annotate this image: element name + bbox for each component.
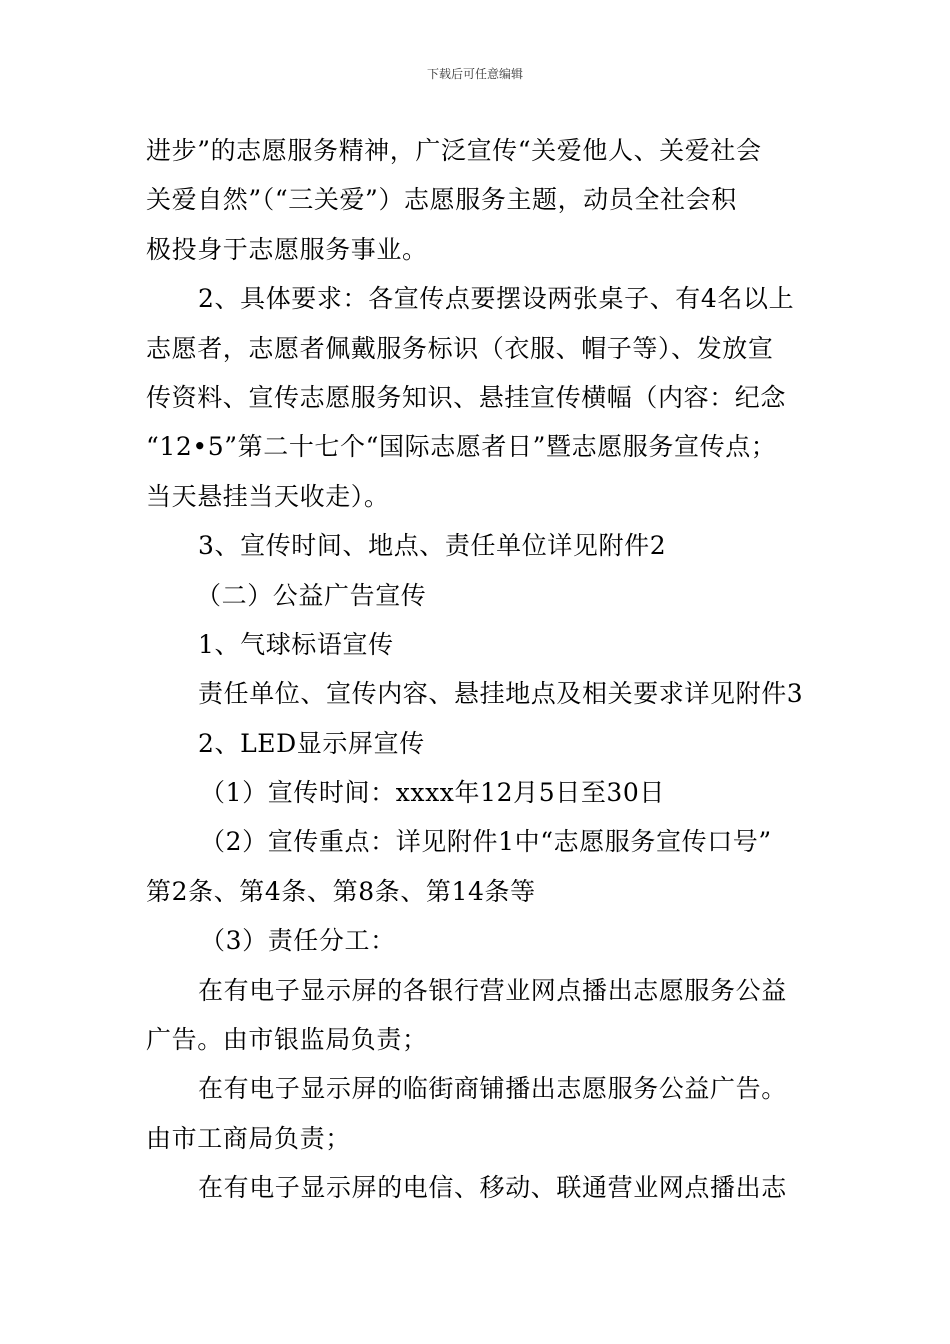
body-line: 在有电子显示屏的各银行营业网点播出志愿服务公益 (198, 975, 787, 1005)
body-line: 当天悬挂当天收走）。 (146, 481, 390, 511)
body-line: 进步”的志愿服务精神，广泛宣传“关爱他人、关爱社会 (146, 136, 762, 165)
body-line: 传资料、宣传志愿服务知识、悬挂宣传横幅（内容：纪念 (146, 382, 787, 412)
body-line: （3）责任分工： (200, 926, 396, 956)
body-line: 2、LED显示屏宣传 (198, 728, 425, 758)
section-heading: （二）公益广告宣传 (196, 580, 427, 610)
body-line: 第2条、第4条、第8条、第14条等 (146, 876, 536, 906)
body-line: “12•5”第二十七个“国际志愿者日”暨志愿服务宣传点； (146, 432, 777, 462)
document-body (146, 126, 826, 1213)
body-line: （1）宣传时间：xxxx年12月5日至30日 (200, 778, 666, 808)
body-line: 志愿者，志愿者佩戴服务标识（衣服、帽子等）、发放宣 (146, 333, 774, 363)
page-header-note: 下载后可任意编辑 (426, 67, 523, 81)
body-line: 在有电子显示屏的电信、移动、联通营业网点播出志 (198, 1173, 787, 1203)
body-line: 由市工商局负责； (146, 1123, 351, 1153)
body-line: （2）宣传重点：详见附件1中“志愿服务宣传口号” (200, 827, 772, 857)
body-line: 2、具体要求：各宣传点要摆设两张桌子、有4名以上 (198, 284, 795, 314)
body-line: 1、气球标语宣传 (198, 629, 394, 659)
body-line: 关爱自然”（“三关爱”）志愿服务主题，动员全社会积 (146, 185, 737, 215)
body-line: 在有电子显示屏的临街商铺播出志愿服务公益广告。 (198, 1074, 787, 1104)
body-line: 广告。由市银监局负责； (146, 1025, 428, 1055)
body-line: 3、宣传时间、地点、责任单位详见附件2 (198, 531, 667, 561)
body-line: 极投身于志愿服务事业。 (146, 234, 428, 264)
body-line: 责任单位、宣传内容、悬挂地点及相关要求详见附件3 (198, 679, 804, 709)
